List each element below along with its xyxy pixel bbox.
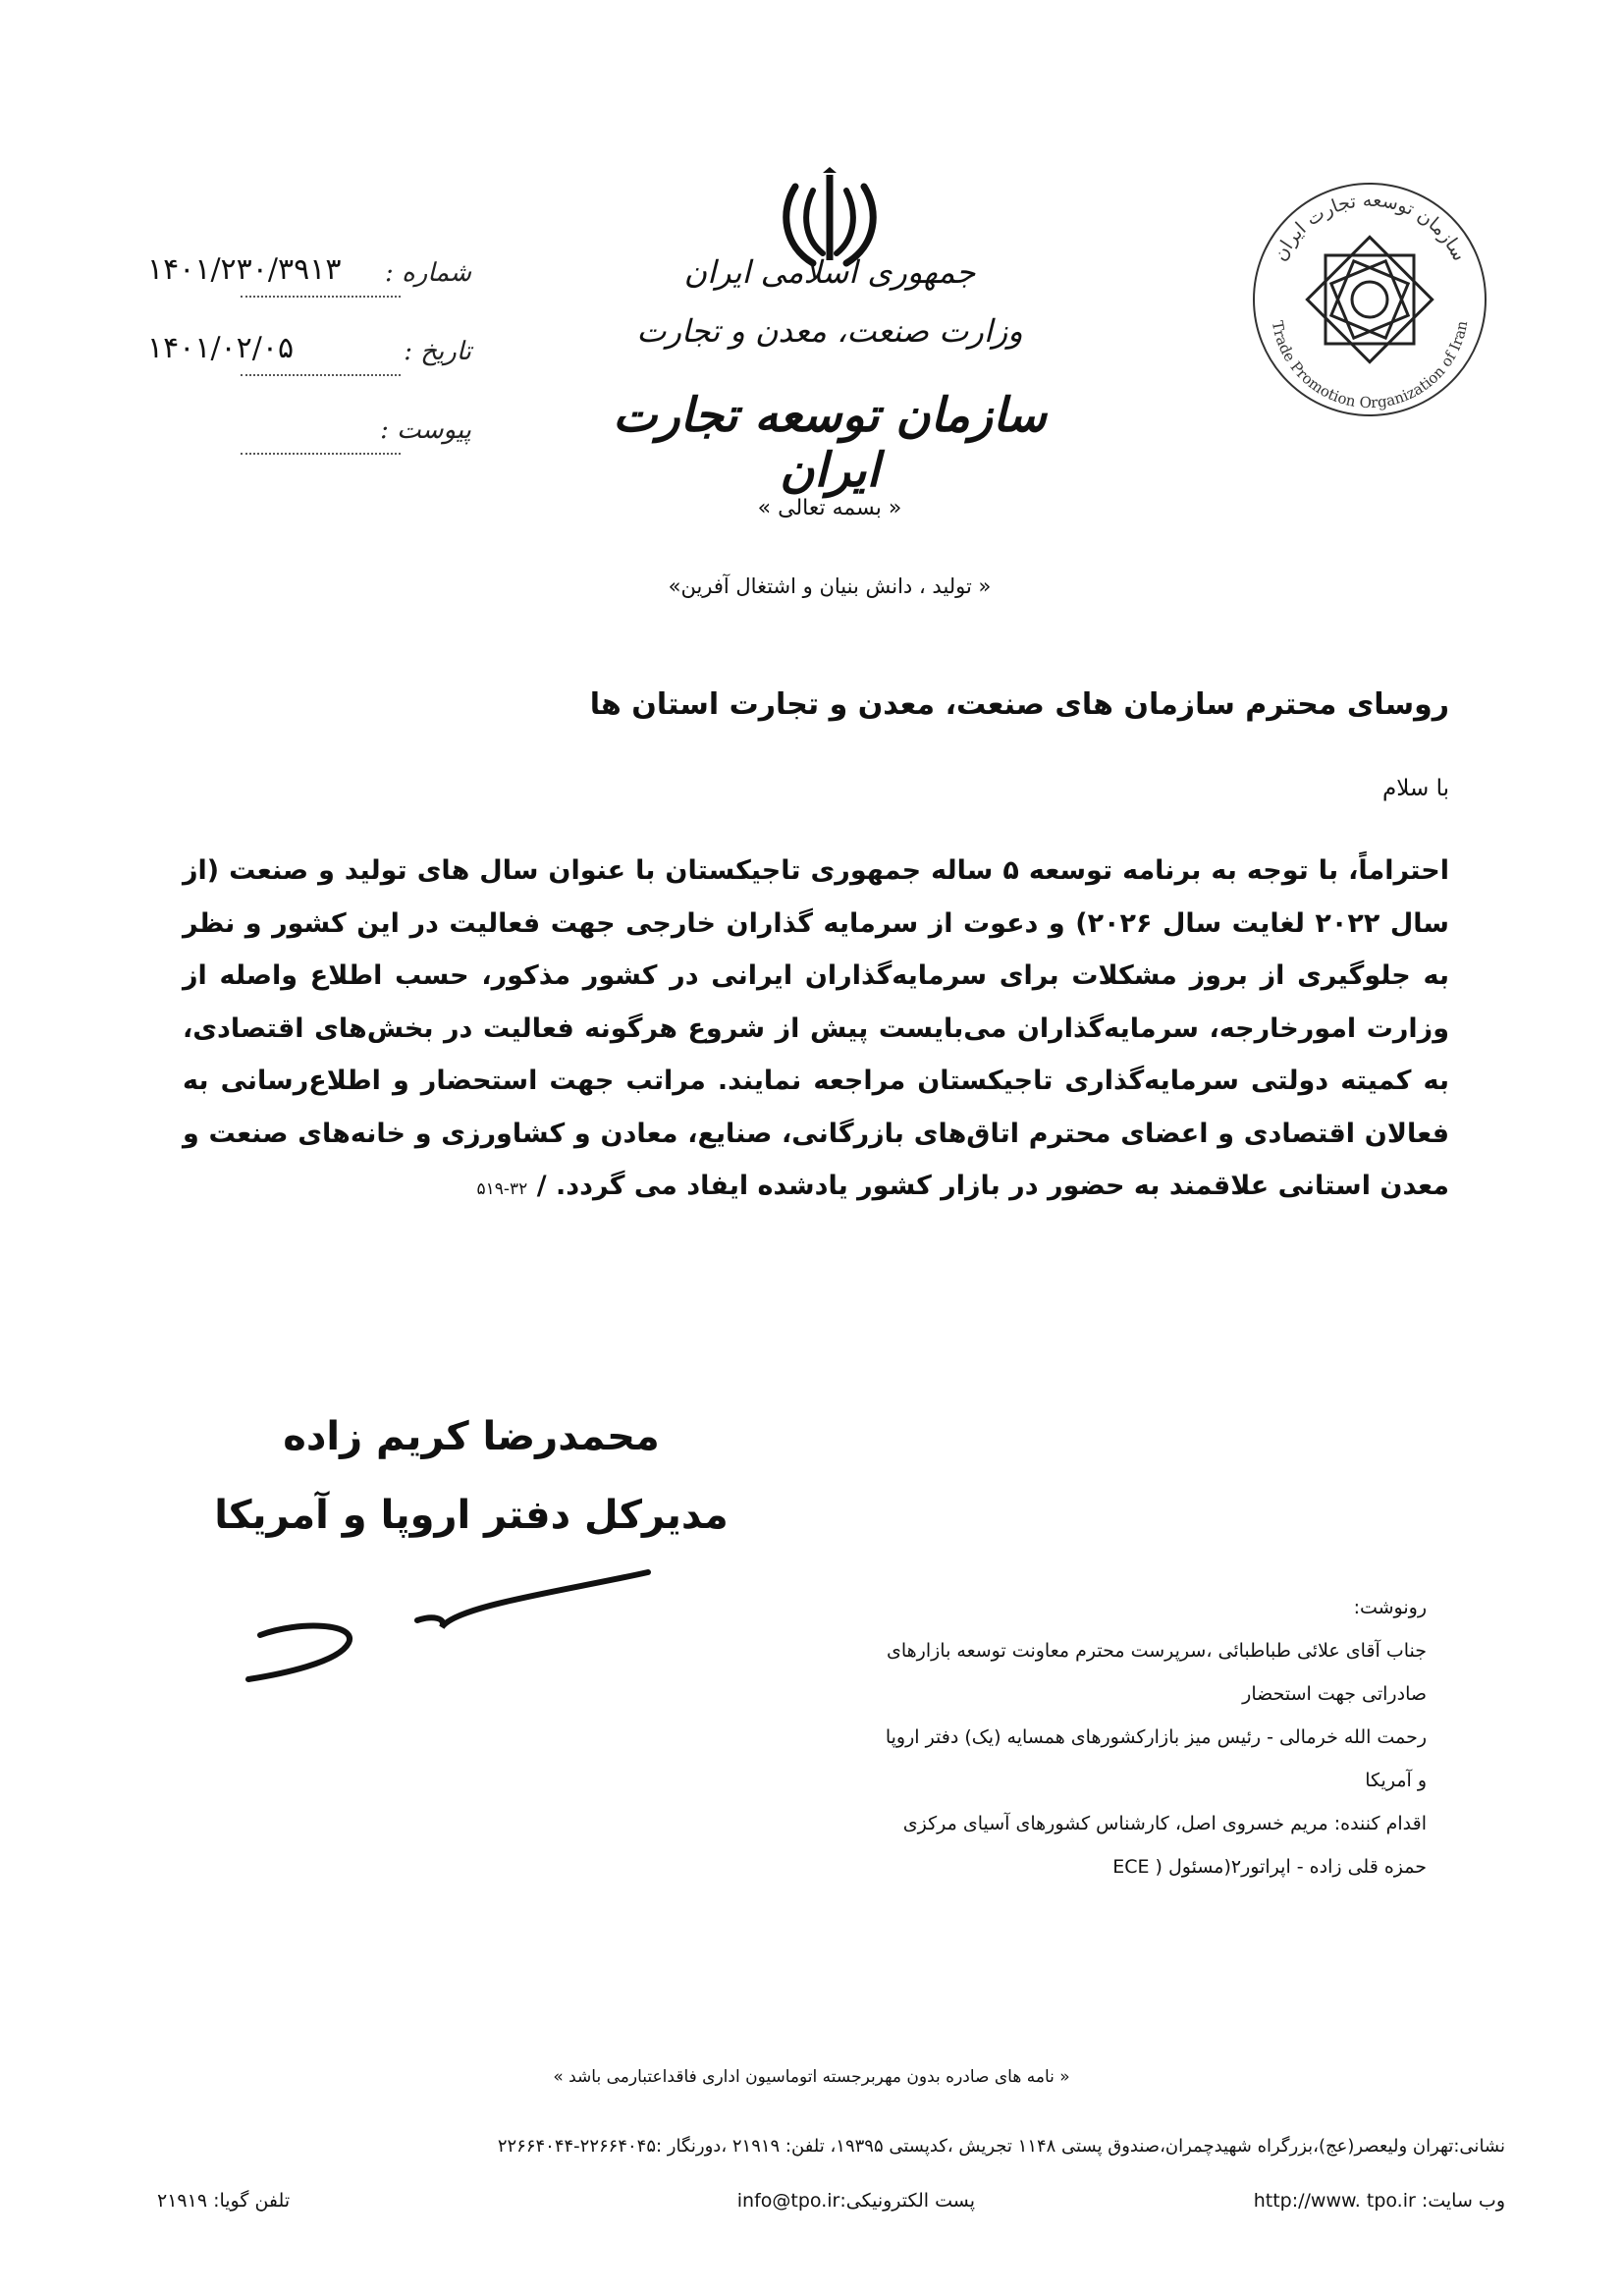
cc-line: حمزه قلی زاده - اپراتور۲(مسئول ( ECE: [1112, 1856, 1427, 1878]
date-label: تاریخ :: [404, 337, 471, 366]
signatory-title: مدیرکل دفتر اروپا و آمریکا: [214, 1493, 729, 1538]
footer-phone: تلفن گویا: ۲۱۹۱۹: [157, 2190, 291, 2212]
cc-line: جناب آقای علائی طباطبائی ،سرپرست محترم معاونت توسعه بازارهای: [886, 1640, 1427, 1662]
dotted-line: [241, 453, 401, 455]
signatory-name: محمدرضا کریم زاده: [283, 1414, 660, 1459]
number-label: شماره :: [385, 258, 471, 288]
cc-line: رحمت الله خرمالی - رئیس میز بازارکشورهای همسایه (یک) دفتر اروپا: [885, 1726, 1427, 1748]
gov-line-1: جمهوری اسلامی ایران: [683, 253, 976, 291]
letter-body: [183, 845, 1449, 1217]
footer-address: نشانی:تهران ولیعصر(عج)،بزرگراه شهیدچمران،صندوق پستی ۱۱۴۸ تجریش ،کدپستی ۱۹۳۹۵، تلفن: ۲۱۹۱۹ ،دورنگار :۲۲۶۶۴۰۴۵-۲۲۶۶۴۰۴۴: [497, 2136, 1505, 2157]
svg-text:سازمان توسعه تجارت ایران: [1270, 190, 1471, 264]
cc-line: صادراتی جهت استحضار: [1242, 1683, 1427, 1705]
footer-disclaimer: « نامه های صادره بدون مهربرجسته اتوماسیون اداری فاقداعتبارمی باشد »: [553, 2067, 1070, 2087]
date-value: ۱۴۰۱/۰۲/۰۵: [147, 331, 295, 365]
cc-line: اقدام کننده: مریم خسروی اصل، کارشناس کشورهای آسیای مرکزی: [902, 1813, 1427, 1834]
logo-text-en: Trade Promotion Organization of Iran: [1268, 319, 1472, 412]
dotted-line: [241, 296, 401, 298]
cc-label: رونوشت:: [1353, 1597, 1427, 1618]
basmala: « بسمه تعالی »: [757, 496, 902, 520]
number-value: ۱۴۰۱/۲۳۰/۳۹۱۳: [147, 252, 342, 287]
meta-attachment-row: [147, 408, 471, 486]
star-knot-icon: [1307, 237, 1432, 361]
footer-website: وب سایت: http://www. tpo.ir: [1253, 2190, 1505, 2212]
recipient: روسای محترم سازمان های صنعت، معدن و تجارت استان ها: [589, 687, 1449, 722]
footer-contacts: [118, 2190, 1505, 2229]
cc-block: [680, 1586, 1427, 1888]
gov-line-2: وزارت صنعت، معدن و تجارت: [636, 312, 1023, 350]
letter-meta: [147, 250, 471, 486]
greeting: با سلام: [1382, 776, 1449, 801]
letter-reference: ۳۲-۵۱۹: [476, 1179, 528, 1199]
meta-number-row: [147, 250, 471, 329]
footer-email: پست الکترونیکی:info@tpo.ir: [736, 2190, 975, 2212]
letter-body-text: احتراماً، با توجه به برنامه توسعه ۵ ساله جمهوری تاجیکستان با عنوان سال های تولید و صنعت (از سال ۲۰۲۲ لغایت سال ۲۰۲۶) و دعوت از سرمایه گذاران خارجی جهت فعالیت در این کشور و نظر به جلوگیری از بروز مشکلات برای سرمایه‌گذاران ایرانی در کشور مذکور، حسب اطلاع واصله از وزارت امورخارجه، سرمایه‌گذاران می‌بایست پیش از شروع هرگونه فعالیت در بخش‌های اقتصادی، به کمیته دولتی سرمایه‌گذاری تاجیکستان مراجعه نمایند. مراتب جهت استحضار و اطلاع‌رسانی به فعالان اقتصادی و اعضای محترم اتاق‌های بازرگانی، صنایع، معادن و کشاورزی و خانه‌های صنعت و معدن استانی علاقمند به حضور در بازار کشور یادشده ایفاد می گردد. /: [183, 855, 1449, 1201]
cc-line: و آمریکا: [1365, 1770, 1427, 1791]
attachment-label: پیوست :: [380, 415, 471, 445]
logo-text-fa: سازمان توسعه تجارت ایران: [1269, 189, 1471, 265]
dotted-line: [241, 374, 401, 376]
meta-date-row: [147, 329, 471, 408]
motto: « تولید ، دانش بنیان و اشتغال آفرین»: [668, 574, 992, 598]
tpo-logo: [1242, 172, 1497, 427]
organization-name: سازمان توسعه تجارت ایران: [613, 388, 1047, 498]
handwritten-signature: [241, 1566, 663, 1704]
